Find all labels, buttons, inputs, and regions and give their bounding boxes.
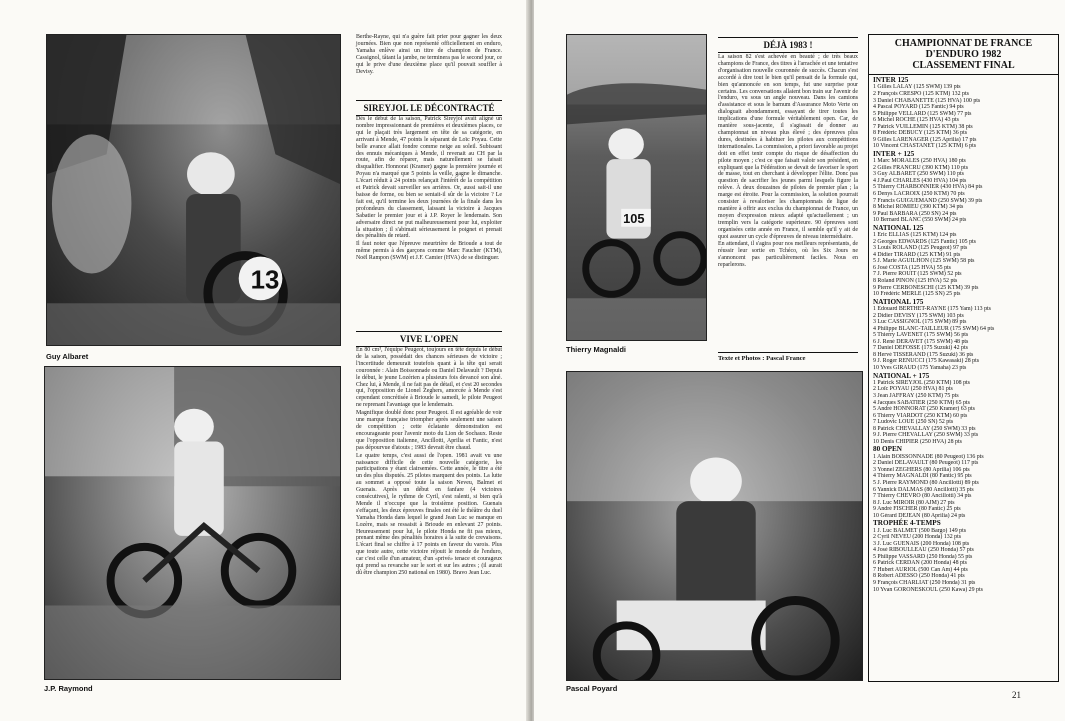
standings-row: 5 Thierry LAVENET (175 SWM) 56 pts: [873, 332, 969, 339]
deja-paragraph-1: La saison 82 s'est achevée en beauté ; de très beaux champions de France, des titres à l'arrachée et une tentative d'organisation nouvelle couronnée de succès. Chacun s'est accordé à dire tout le bien qu'il pensait de la formule qui, bien qu'annoncée en son temps, fut une surprise pour certains. Les conversations allaient bon train sur l'avenir de l'enduro, vu sous un angle nouveau. Dans les camions d'assistance et sous le barnum d'Assurance Moto Verte on dialoguait abondamment, essayant de tirer toutes les implications d'une formule véritablement open. Car, de manière sous-jacente, il s'agissait de donner au championnat un niveau plus élevé ; des épreuves plus dures, destinées à habituer les pilotes aux compétitions internationales. La commission, a priori favorable au projet doit en effet tenir compte du risque de désaffection du pilote moyen ; c'est ce que faisait valoir son président, en expliquant que la Fédération se devait de favoriser le sport de masse, tout en cherchant à développer l'élite. Donc pas question de sacrifier les jeunes parmi lesquels figure la relève. À deux douzaines de pilotes de premier plan ; la marge est étroite. Pour la commission, la solution pourrait consister à revaloriser les championnats de ligue de manière à offrir aux exclus du championnat de France, un moyen d'expression mieux adapté qu'actuellement ; un tremplin vers la catégorie supérieure. 90 épreuves sont organisées cette année en France, il semble qu'il y ait de quoi assurer un cycle d'épreuves de niveau intermédiaire.: [718, 54, 858, 240]
category-heading: NATIONAL 175: [873, 297, 924, 306]
photo-credit: Texte et Photos : Pascal France: [718, 352, 858, 362]
standings-row: 2 Cyril NEVEU (200 Honda) 132 pts: [873, 534, 962, 541]
deja-article: [718, 54, 858, 270]
category-heading: INTER + 125: [873, 149, 915, 158]
standings-row: 7 J. Pierre ROUIT (125 SWM) 52 pts: [873, 271, 962, 278]
heading-sireyjol: SIREYJOL LE DÉCONTRACTÉ: [356, 100, 502, 116]
sireyjol-article: [356, 116, 502, 263]
rider-photo-illustration: [47, 35, 340, 345]
intro-paragraph: Berthe-Rayne, qui n'a guère fait prier pour gagner les deux journées. Bien que non représenté officiellement en enduro, Yamaha enlève ainsi un titre de champion de France. Cassignol, tâtant la jambe, ne terminera pas le second jour, ce qui le prive d'une deuxième place qu'il pouvait souffler à Devisy.: [356, 34, 502, 75]
standings-row: 8 Hervé TISSERAND (175 Suzuki) 36 pts: [873, 351, 974, 358]
rider-photo-illustration: [567, 35, 706, 340]
standings-row: 8 Robert ADESSO (250 Honda) 41 pts: [873, 573, 965, 580]
sireyjol-paragraph-1: Dès le début de la saison, Patrick Sireyjol avait aligné un nombre impressionnant de premières et deuxièmes places, ce qui le plaçait très largement en tête de sa catégorie, en arrivant à Mende, 47 points le séparant de Loïc Poyau. Cette belle avance allait fondre comme neige au soleil. Subissant des ennuis mécaniques à Mende, il revenait au CH par la route, afin de réparer, mais naturellement se faisait disqualifier. Honnorat (Kramer) gagne la première journée et Poyau n'a marqué que 5 points la veille, gagne le dimanche. L'écart réduit à 24 points relançait l'intérêt de la compétition et Patrick devait surveiller ses arrières. Or, aussi sait-il une baisse de forme, ou bien se sentait-il sûr de la victoire ? Le fait est, qu'il termine les deux journées de la finale dans les profondeurs du classement, laissant la victoire à Jacques Sabatier le premier jour et à J.P. Royer le lendemain. Son adversaire direct ne put malheureusement pour lui, exploiter la situation ; il s'abimait sérieusement le poignet et prenait des pénalités de retard.: [356, 116, 502, 240]
left-page: [0, 0, 530, 721]
standings-row: 9 J. Pierre CHEVALLAY (250 SWM) 33 pts: [873, 432, 979, 439]
standings-row: 10 Bernard BLANC (550 SWM) 24 pts: [873, 217, 967, 224]
standings-row: 8 Roland PINON (125 HVA) 52 pts: [873, 277, 958, 284]
standings-row: 4 Pascal POYARD (125 Fantic) 94 pts: [873, 104, 964, 111]
open-paragraph-2: Magnifique doublé donc pour Peugeot. Il est agréable de voir une marque française triompher après seulement une saison de compétition ; cette éclatante démonstration est encourageante pour l'avenir moto du Lion de Sochaux. Reste que l'opposition italienne, Ancillotti, Aprilia et Fantic, n'est pas dépourvue d'atouts ; 1983 devrait être chaud.: [356, 410, 502, 451]
text-column-left: [356, 34, 502, 76]
standings-row: 3 Louis ROLAND (125 Peugeot) 97 pts: [873, 245, 968, 252]
standings-title-line-3: CLASSEMENT FINAL: [912, 60, 1015, 71]
standings-row: 9 Paul BARBARA (250 SN) 24 pts: [873, 210, 957, 217]
heading-vive-open: VIVE L'OPEN: [356, 331, 502, 347]
page-number: 21: [1012, 690, 1021, 700]
standings-box: [868, 34, 1059, 682]
standings-row: 8 J. Luc MIROIR (80 AJM) 27 pts: [873, 499, 955, 506]
standings-row: 2 Loïc POYAU (250 HVA) 81 pts: [873, 386, 953, 393]
standings-row: 2 François CRESPO (125 KTM) 132 pts: [873, 90, 969, 97]
deja-paragraph-2: En attendant, il s'agira pour nos meilleurs représentants, de réussir leur sortie en Tchéco, où les Six Jours ne s'annoncent pas particulièrement faciles. Nous en reparlerons.: [718, 241, 858, 269]
standings-title-line-2: D'ENDURO 1982: [925, 49, 1002, 60]
standings-row: 8 Patrick CHEVALLAY (250 SWM) 33 pts: [873, 425, 976, 432]
standings-row: 1 Alain BOISSONNADE (80 Peugeot) 136 pts: [873, 453, 984, 460]
rider-photo-illustration: [45, 367, 340, 679]
standings-row: 3 Guy ALBARET (250 SWM) 110 pts: [873, 171, 964, 178]
caption-jp-raymond: J.P. Raymond: [44, 684, 93, 693]
standings-row: 6 J. René DERAVET (175 SWM) 48 pts: [873, 338, 969, 345]
standings-row: 6 Michel ROCHE (125 HVA) 43 pts: [873, 117, 959, 124]
photo-jp-raymond: [44, 366, 341, 680]
standings-row: 5 Philippe VASSARD (250 Honda) 55 pts: [873, 553, 973, 560]
standings-row: 2 Georges EDWARDS (125 Fantic) 105 pts: [873, 238, 976, 245]
standings-row: 6 Denys LACROIX (250 KTM) 70 pts: [873, 191, 965, 198]
category-heading: 80 OPEN: [873, 445, 902, 454]
standings-row: 3 Daniel CHABANETTE (125 HVA) 100 pts: [873, 97, 981, 104]
category-heading: INTER 125: [873, 76, 909, 84]
standings-row: 2 Didier DEVISY (175 SWM) 103 pts: [873, 312, 964, 319]
standings-row: 10 Yvan GORONESKOUL (250 Kawa) 29 pts: [873, 586, 983, 593]
standings-row: 1 J. Luc BALMET (500 Bargo) 149 pts: [873, 527, 967, 534]
category-heading: NATIONAL 125: [873, 223, 924, 232]
standings-row: 4 Thierry MAGNALDI (80 Fantic) 95 pts: [873, 473, 972, 480]
open-article: [356, 347, 502, 578]
standings-row: 3 Luc CASSIGNOL (175 SWM) 89 pts: [873, 319, 967, 326]
standings-row: 1 Marc MORALÈS (250 HVA) 180 pts: [873, 158, 966, 165]
standings-row: 7 Francis GUIGUEMAND (250 SWM) 39 pts: [873, 197, 983, 204]
photo-thierry-magnaldi: [566, 34, 707, 341]
standings-title-line-1: CHAMPIONNAT DE FRANCE: [894, 38, 1033, 49]
rider-photo-illustration: [567, 372, 862, 680]
standings-row: 9 François CHARLIAT (250 Honda) 31 pts: [873, 580, 976, 587]
standings-row: 6 José COSTA (125 HVA) 55 pts: [873, 264, 951, 271]
category-heading: NATIONAL + 175: [873, 371, 930, 380]
standings-row: 7 Hubert AURIOL (500 Can Am) 44 pts: [873, 566, 968, 573]
standings-row: 5 Philippe VELLARD (125 SWM) 77 pts: [873, 110, 972, 117]
heading-deja-1983: DÉJÀ 1983 !: [718, 37, 858, 53]
standings-row: 10 Denis CHIPIER (250 HVA) 28 pts: [873, 438, 962, 445]
standings-row: 10 Gérard DEJEAN (80 Aprilia) 24 pts: [873, 512, 966, 519]
bike-number-105: 105: [623, 210, 645, 226]
caption-pascal-poyard: Pascal Poyard: [566, 684, 618, 693]
standings-row: 1 Gilles LALAY (125 SWM) 139 pts: [873, 84, 961, 91]
standings-row: 3 Yonnel ZEGHERS (80 Aprilia) 106 pts: [873, 466, 970, 473]
photo-pascal-poyard: [566, 371, 863, 681]
standings-row: 3 J. Luc GUENAIS (200 Honda) 108 pts: [873, 540, 970, 547]
standings-row: 5 André HONNORAT (250 Kramer) 63 pts: [873, 406, 975, 413]
standings-row: 8 Frédéric DEBUCY (125 KTM) 36 pts: [873, 130, 968, 137]
standings-list: [869, 75, 1058, 594]
open-paragraph-3: Le quatre temps, c'est aussi de l'open. 1981 avait vu une naissance difficile de cette nouvelle catégorie, les participations y étant clairsemées. Cette année, le titre a été un des plus disputés. 25 pilotes marquent des points. La lutte au sommet a opposé toute la saison Neveu, Balmet et Guenais. Après un début en fanfare (4 victoires consécutives), le rythme de Cyril, s'est ralenti, si bien qu'à Mende il n'occupe que la troisième position. Guenais s'effaçant, les deux épreuves finales ont été le théâtre du duel Yamaha Honda dans lequel le grand Jean Luc se manque en Lozère, mais se ressaisit à Brioude en enlevant 27 points. Heureusement pour lui, le pilote Honda ne fit pas mieux, prenant même des pénalités horaires à la suite de crevaisons. L'écart final se chiffre à 17 points en faveur du varois. Plus que toute autre, cette victoire réjouit le monde de l'enduro, car c'est celle d'un amateur, d'un «privé» tenace et courageux qui prend sa revanche sur le sort et sur les autres ; (il aurait dû être champion 250 national en 1980). Bravo Jean Luc.: [356, 452, 502, 576]
standings-row: 1 Edouard BERTHET-RAYNE (175 Yam) 113 pts: [873, 306, 991, 313]
photo-guy-albaret: [46, 34, 341, 346]
standings-title: [869, 35, 1058, 75]
open-paragraph-1: En 80 cm³, l'équipe Peugeot, toujours en tête depuis le début de la saison, possédait des chances sérieuses de victoire ; l'incertitude demeurait toutefois quant à la tête qui serait couronnée : Alain Boissonnade ou Daniel Delavault ? Depuis le début, le jeune Lozérien a plusieurs fois devancé son aîné. Chez lui, à Mende, il ne fait pas de détail, et c'est 20 secondes qui, l'opposition de Lionel Zeghers, amorcée à Mende s'est cependant concrétisée à Brioude le samedi, le pilote Peugeot ne reprenant l'avantage que le lendemain.: [356, 347, 502, 409]
standings-row: 1 Eric ELLIAS (125 KTM) 124 pts: [873, 232, 957, 239]
standings-row: 4 Philippe BLANC-TAILLEUR (175 SWM) 64 pts: [873, 325, 995, 332]
standings-row: 9 J. Roger RENUCCI (175 Kawasaki) 28 pts: [873, 358, 980, 365]
standings-row: 7 Thierry CHEVRO (80 Ancillotti) 34 pts: [873, 493, 972, 500]
standings-row: 10 Vincent CHASTANET (125 KTM) 6 pts: [873, 143, 977, 150]
standings-row: 7 Patrick VUILLEMIN (125 KTM) 38 pts: [873, 123, 973, 130]
standings-row: 3 Jean JAFFRAY (250 KTM) 75 pts: [873, 393, 959, 399]
bike-number-13: 13: [250, 266, 280, 295]
standings-row: 9 André FISCHER (80 Fantic) 25 pts: [873, 506, 961, 513]
caption-thierry-magnaldi: Thierry Magnaldi: [566, 345, 627, 354]
standings-row: 6 Patrick CERDAN (200 Honda) 48 pts: [873, 560, 967, 567]
standings-row: 2 Gilles FRANCRU (390 KTM) 110 pts: [873, 164, 969, 171]
sireyjol-paragraph-2: Il faut noter que l'épreuve meurtrière de Brioude a tout de même permis à des garçons comme Marc Faucher (KTM), Noël Rampon (SWM) et J.F. Camier (HVA) de se distinguer.: [356, 241, 502, 262]
category-heading: TROPHÉE 4-TEMPS: [873, 519, 941, 528]
standings-row: 7 Ludovic LOUE (250 SN) 52 pts: [873, 419, 954, 426]
standings-row: 10 Yves GIRAUD (175 Yamaha) 23 pts: [873, 364, 967, 371]
standings-row: 4 Didier TIRARD (125 KTM) 91 pts: [873, 251, 961, 258]
standings-row: 4 José RIBOULLEAU (250 Honda) 57 pts: [873, 547, 974, 554]
standings-row: 10 Frédéric MERLE (125 SN) 25 pts: [873, 291, 961, 298]
standings-row: 5 J. Pierre RAYMOND (80 Ancillotti) 89 pts: [873, 479, 979, 486]
standings-row: 6 Yannick DALMAS (80 Ancillotti) 35 pts: [873, 486, 974, 493]
standings-row: 9 Gilles LARENAGER (125 Aprilia) 17 pts: [873, 136, 977, 143]
standings-row: 5 J. Marie AGUILHON (125 SWM) 58 pts: [873, 258, 975, 265]
standings-row: 6 Thierry VIARDOT (250 KTM) 60 pts: [873, 412, 968, 419]
standings-row: 2 Daniel DELAVAULT (80 Peugeot) 117 pts: [873, 460, 979, 467]
standings-row: 1 Patrick SIREYJOL (250 KTM) 108 pts: [873, 379, 970, 386]
standings-row: 4 Jacques SABATIER (250 KTM) 65 pts: [873, 399, 970, 406]
standings-row: 5 Thierry CHARBONNIER (430 HVA) 84 pts: [873, 184, 983, 191]
standings-row: 7 Daniel DEFOSSE (175 Suzuki) 42 pts: [873, 345, 968, 352]
standings-row: 8 Michel ROMIEU (390 KTM) 34 pts: [873, 204, 964, 211]
caption-guy-albaret: Guy Albaret: [46, 352, 89, 361]
standings-row: 9 Pierre CERBONESCHI (125 KTM) 39 pts: [873, 284, 979, 291]
standings-row: 4 J.Paul CHARLES (430 HVA) 104 pts: [873, 177, 967, 184]
right-page: [534, 0, 1065, 721]
